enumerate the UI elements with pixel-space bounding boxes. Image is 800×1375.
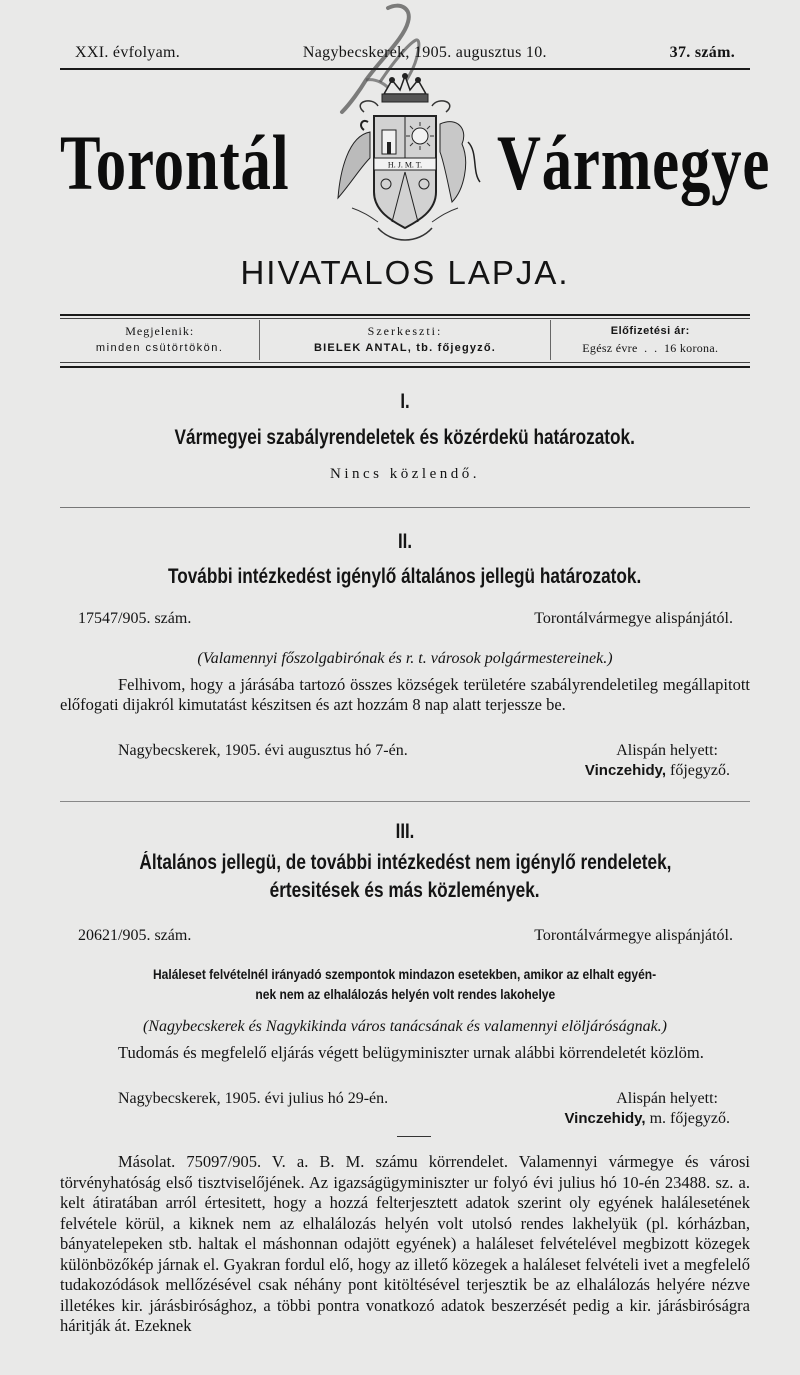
section-3-copy-text: Másolat. 75097/905. V. a. B. M. számu körrendelet. Valamennyi vármegye és városi törvényhatóság első tisztviselőjének. Az igazságügyminiszter ur folyó évi julius hó 10-én 23488. sz. a. kelt átiratában arról értesitett, hogy a hozzá felterjesztett adatok szerint oly egyének halálesetének felvétele körül, a kiknek nem az elhalálozás helyén volt utolsó rendes lakhelyük (pl. kórházban, bányatelepeken stb. haltak el máshonnan odajött egyének) a haláleset felvételével megbizott közegek különbözőkép járnak el. Gyakran fordul elő, hogy az illető közegek a haláleset felvételi ivet a megfelelő tudakozódások mellőzésével csak néhány pont kitöltésével terjesztik be az elhalálozás helyére nézve illetékes kir. járásbirósághoz, a többi pontra vonatkozó adatok beszerzését pedig a kir. járásbiróságra háritják át. Ezeknek — [60, 1152, 750, 1335]
section-2-addressee: (Valamennyi főszolgabirónak és r. t. városok polgármestereinek.) — [197, 650, 613, 667]
masthead-title-left: Torontál — [60, 119, 290, 206]
section-1-title: Vármegyei szabályrendeletek és közérdekü határozatok. — [174, 426, 636, 449]
section-3-reference — [78, 927, 733, 945]
section-2-signature — [118, 741, 730, 781]
editor-name: BIELEK ANTAL, tb. főjegyző. — [313, 342, 497, 354]
section-1-divider — [60, 507, 750, 508]
signature-role: Alispán helyett: — [616, 742, 718, 759]
section-3-title-line1: Általános jellegü, de további intézkedést nem igénylő rendeletek, — [138, 851, 672, 874]
reference-number: 20621/905. szám. — [78, 927, 192, 944]
masthead-title-right: Vármegye — [497, 119, 771, 206]
publication-schedule — [60, 320, 259, 360]
editor-info — [259, 320, 550, 360]
signature-date: Nagybecskerek, 1905. évi julius hó 29-én. — [118, 1090, 389, 1107]
masthead-subtitle: HIVATALOS LAPJA. — [240, 254, 570, 291]
reference-source: Torontálvármegye alispánjától. — [534, 927, 733, 944]
editor-label: Szerkeszti: — [367, 324, 443, 338]
signature-role: Alispán helyett: — [616, 1090, 718, 1107]
place-date: Nagybecskerek, 1905. augusztus 10. — [302, 44, 547, 61]
signature-date: Nagybecskerek, 1905. évi augusztus hó 7-én. — [118, 742, 408, 759]
infobox-top-rule-thin — [60, 318, 750, 319]
price-value: Egész évre . . 16 korona. — [582, 341, 719, 355]
section-2-reference — [78, 610, 733, 628]
svg-text:H. J. M. T.: H. J. M. T. — [387, 160, 423, 170]
infobox-bottom-rule-thin — [60, 362, 750, 363]
price-label: Előfizetési ár: — [610, 325, 690, 337]
volume-label: XXI. évfolyam. — [75, 44, 181, 61]
coat-of-arms-icon — [312, 72, 497, 252]
reference-number: 17547/905. szám. — [78, 610, 192, 627]
section-1-note: Nincs közlendő. — [330, 466, 480, 482]
schedule-value: minden csütörtökön. — [95, 342, 224, 354]
header-rule — [60, 68, 750, 70]
infobox-bottom-rule — [60, 366, 750, 368]
section-2-divider — [60, 801, 750, 802]
section-3-signature — [118, 1089, 730, 1129]
infobox-top-rule — [60, 314, 750, 316]
issue-number: 37. szám. — [669, 44, 735, 61]
section-3-addressee: (Nagybecskerek és Nagykikinda város tanácsának és valamennyi elöljáróságnak.) — [143, 1018, 667, 1035]
section-3-title-line2: értesitések és más közlemények. — [270, 879, 540, 902]
section-2-numeral: II. — [397, 530, 412, 553]
signature-name: Vinczehidy, m. főjegyző. — [564, 1110, 730, 1127]
subscription-price — [551, 320, 750, 360]
section-3-subheading-line2: nek nem az elhalálozás helyén volt rendes lakohelye — [255, 986, 555, 1002]
section-3-numeral: III. — [395, 820, 415, 843]
section-3-body: Tudomás és megfelelő eljárás végett belügyminiszter urnak alábbi körrendeletét közlöm. — [118, 1043, 704, 1062]
section-1-numeral: I. — [400, 390, 410, 413]
subscription-info-box — [60, 320, 750, 360]
section-2-body: Felhivom, hogy a járásába tartozó összes községek területére szabályrendeletileg megállapitott előfogati dijakról kimutatást készitsen és azt hozzám 8 nap alatt terjessze be. — [60, 675, 750, 714]
reference-source: Torontálvármegye alispánjától. — [534, 610, 733, 627]
signature-name: Vinczehidy, főjegyző. — [584, 762, 730, 779]
short-divider — [397, 1136, 431, 1137]
section-3-subheading-line1: Haláleset felvételnél irányadó szempontok mindazon esetekben, amikor az elhalt egyén- — [153, 966, 657, 982]
schedule-label: Megjelenik: — [125, 324, 195, 338]
section-2-title: További intézkedést igénylő általános jellegü határozatok. — [168, 565, 642, 588]
issue-header — [75, 44, 735, 62]
